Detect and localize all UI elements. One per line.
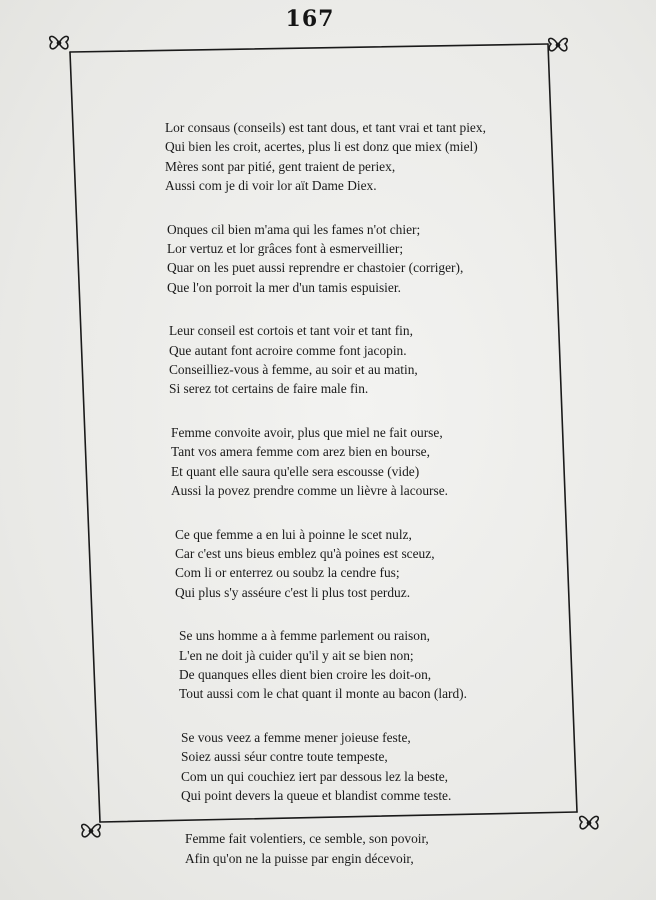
- verse-line: Com un qui couchiez iert par dessous lez la beste,: [181, 768, 448, 784]
- verse-line: Leur conseil est cortois et tant voir et tant fin,: [169, 323, 413, 339]
- verse-line: Car c'est uns bieus emblez qu'à poines est sceuz,: [175, 545, 435, 561]
- verse-line: Tout aussi com le chat quant il monte au bacon (lard).: [179, 686, 467, 702]
- verse-line: Lor vertuz et lor grâces font à esmerveillier;: [167, 241, 404, 257]
- verse-line: Aussi la povez prendre comme un lièvre à lacourse.: [171, 483, 449, 499]
- verse-line: Se vous veez a femme mener joieuse feste,: [181, 729, 411, 745]
- stanza: [175, 525, 565, 603]
- corner-ornament-icon: [574, 808, 604, 838]
- verse-line: Tant vos amera femme com arez bien en bourse,: [171, 444, 430, 460]
- stanza: [181, 728, 565, 806]
- verse-line: Femme fait volentiers, ce semble, son povoir,: [185, 831, 429, 847]
- verse-line: Qui point devers la queue et blandist comme teste.: [181, 787, 452, 803]
- stanza: [165, 118, 565, 196]
- verse-line: Femme convoite avoir, plus que miel ne fait ourse,: [171, 424, 443, 440]
- verse-line: De quanques elles dient bien croire les doit-on,: [179, 666, 432, 682]
- verse-line: Afin qu'on ne la puisse par engin décevoir,: [185, 850, 414, 866]
- verse-line: Mères sont par pitié, gent traient de periex,: [165, 158, 396, 174]
- verse-line: Qui bien les croit, acertes, plus li est donz que miex (miel): [165, 139, 478, 155]
- verse-line: Que l'on porroit la mer d'un tamis espuisier.: [167, 279, 401, 295]
- border-top: [70, 44, 548, 52]
- verse-line: Lor consaus (conseils) est tant dous, et tant vrai et tant piex,: [165, 120, 486, 135]
- stanza: [179, 626, 565, 704]
- poem-text: [165, 118, 565, 892]
- stanza: [171, 423, 565, 501]
- verse-line: Onques cil bien m'ama qui les fames n'ot chier;: [167, 221, 421, 237]
- page-number: 167: [285, 6, 335, 32]
- verse-line: Se uns homme a à femme parlement ou raison,: [179, 628, 431, 644]
- verse-line: L'en ne doit jà cuider qu'il y ait se bien non;: [179, 647, 414, 663]
- verse-line: Soiez aussi séur contre toute tempeste,: [181, 749, 388, 765]
- verse-line: Aussi com je di voir lor aït Dame Diex.: [165, 178, 377, 194]
- corner-ornament-icon: [44, 28, 74, 58]
- verse-line: Com li or enterrez ou soubz la cendre fus;: [175, 565, 400, 581]
- stanza: [169, 321, 565, 399]
- verse-line: Qui plus s'y asséure c'est li plus tost perduz.: [175, 584, 411, 600]
- verse-line: Si serez tot certains de faire male fin.: [169, 381, 369, 397]
- verse-line: Et quant elle saura qu'elle sera escousse (vide): [171, 463, 420, 479]
- verse-line: Que autant font acroire comme font jacopin.: [169, 342, 407, 358]
- corner-ornament-icon: [543, 30, 573, 60]
- stanza: [185, 829, 565, 868]
- verse-line: Conseilliez-vous à femme, au soir et au matin,: [169, 362, 418, 378]
- verse-line: Ce que femme a en lui à poinne le scet nulz,: [175, 526, 412, 542]
- corner-ornament-icon: [76, 816, 106, 846]
- border-left: [70, 52, 100, 822]
- stanza: [167, 220, 565, 298]
- verse-line: Quar on les puet aussi reprendre er chastoier (corriger),: [167, 260, 464, 276]
